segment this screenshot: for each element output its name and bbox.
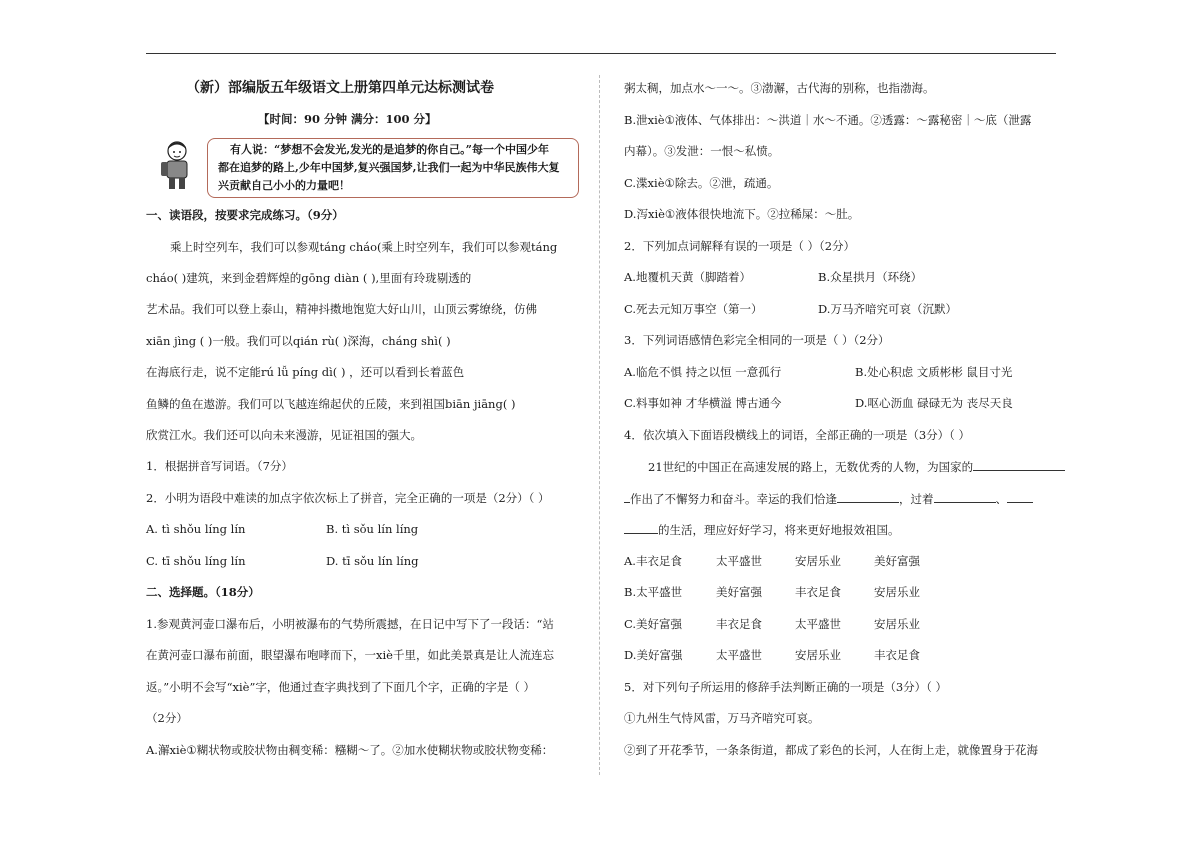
- opt-word: 太平盛世: [795, 617, 841, 631]
- opt-word: A.丰衣足食: [624, 554, 682, 568]
- r-q4-option-b: [624, 584, 920, 600]
- s1-para-line-7: 欣赏江水。我们还可以向未来漫游，见证祖国的强大。: [146, 428, 422, 442]
- r-q2-option-c: C.死去元知万事空（第一）: [624, 302, 763, 316]
- r-q4-para-text-4: 、: [995, 492, 1007, 506]
- r-q2-option-a: A.地覆机天黄（脚踏着）: [624, 270, 751, 284]
- s1-para-line-4: xiān jìng ( )一般。我们可以qián rù( )深海，cháng shì( ): [146, 334, 451, 348]
- opt-word: 丰衣足食: [795, 585, 841, 599]
- s2-q1-line-1: 1.参观黄河壶口瀑布后，小明被瀑布的气势所震撼，在日记中写下了一段话：“站: [146, 617, 554, 631]
- opt-word: 美好富强: [874, 554, 920, 568]
- opt-word: D.美好富强: [624, 648, 683, 662]
- answer-blank[interactable]: [837, 490, 899, 503]
- answer-blank[interactable]: [624, 521, 658, 534]
- opt-word: 丰衣足食: [874, 648, 920, 662]
- r-q5-sentence-2: ②到了开花季节，一条条街道，都成了彩色的长河，人在街上走，就像置身于花海: [624, 743, 1038, 757]
- answer-blank[interactable]: [973, 458, 1065, 471]
- opt-word: 美好富强: [716, 585, 762, 599]
- opt-word: 太平盛世: [716, 648, 762, 662]
- r-q5: 5．对下列句子所运用的修辞手法判断正确的一项是（3分）（ ）: [624, 680, 948, 694]
- callout-line-2: 都在追梦的路上,少年中国梦,复兴强国梦,让我们一起为中华民族伟大复: [218, 161, 560, 174]
- r-q3-option-b: B.处心积虑 文质彬彬 鼠目寸光: [855, 365, 1013, 379]
- answer-blank[interactable]: [1007, 490, 1033, 503]
- s1-para-line-2: cháo( )建筑，来到金碧辉煌的gōng diàn ( ),里面有玲珑剔透的: [146, 271, 472, 285]
- s1-q2-option-c: C. tī shǒu líng lín: [146, 554, 246, 568]
- r-line-3: 内幕）。③发泄：一恨～私愤。: [624, 144, 780, 158]
- opt-word: B.太平盛世: [624, 585, 683, 599]
- opt-word: 安居乐业: [795, 648, 841, 662]
- s1-q1: 1．根据拼音写词语。（7分）: [146, 459, 293, 473]
- r-q2-option-d: D.万马齐喑究可哀（沉默）: [818, 302, 957, 316]
- r-q4-option-a: [624, 553, 920, 569]
- r-line-4: C.渫xiè①除去。②泄，疏通。: [624, 176, 779, 190]
- r-q5-sentence-1: ①九州生气恃风雷，万马齐喑究可哀。: [624, 711, 820, 725]
- r-line-2: B.泄xiè①液体、气体排出：～洪道｜水～不通。②透露：～露秘密｜～底（泄露: [624, 113, 1032, 127]
- s1-para-line-5: 在海底行走，说不定能rú lǚ píng dì( ) ，还可以看到长着蓝色: [146, 365, 465, 379]
- s1-q2-option-a: A. tì shǒu líng lín: [146, 522, 246, 536]
- column-divider: [599, 75, 600, 775]
- s2-q1-line-2: 在黄河壶口瀑布前面，眼望瀑布咆哮而下，一xiè千里，如此美景真是让人流连忘: [146, 648, 554, 662]
- r-q4-option-c: [624, 616, 920, 632]
- r-q4-para-text-5: 的生活，理应好好学习，将来更好地报效祖国。: [658, 523, 900, 537]
- s1-para-line-6: 鱼鳞的鱼在遨游。我们可以飞越连绵起伏的丘陵，来到祖国biān jiāng( ): [146, 397, 516, 411]
- exam-meta: 【时间：90 分钟 满分：100 分】: [258, 112, 437, 126]
- r-q3-option-d: D.呕心沥血 碌碌无为 丧尽天良: [855, 396, 1013, 410]
- top-rule: [146, 53, 1056, 54]
- opt-word: 太平盛世: [716, 554, 762, 568]
- r-q4: 4．依次填入下面语段横线上的词语，全部正确的一项是（3分）（ ）: [624, 428, 971, 442]
- s1-q2-option-d: D. tī sǒu lín líng: [326, 554, 419, 568]
- r-line-5: D.泻xiè①液体很快地流下。②拉稀屎：～肚。: [624, 207, 860, 221]
- r-q2: 2．下列加点词解释有误的一项是（ ）（2分）: [624, 239, 856, 253]
- r-q3-option-c: C.料事如神 才华横溢 博古通今: [624, 396, 782, 410]
- quote-callout: [207, 138, 579, 198]
- s1-para-line-3: 艺术品。我们可以登上泰山，精神抖擞地饱览大好山川，山顶云雾缭绕，仿佛: [146, 302, 537, 316]
- s2-q1-line-4: （2分）: [146, 711, 188, 725]
- answer-blank[interactable]: [934, 490, 996, 503]
- s1-para-line-1: 乘上时空列车，我们可以参观táng cháo(乘上时空列车，我们可以参观táng: [170, 240, 558, 254]
- opt-word: 安居乐业: [795, 554, 841, 568]
- r-line-1: 粥太稠，加点水～一～。③渤澥，古代海的别称，也指渤海。: [624, 81, 935, 95]
- opt-word: 安居乐业: [874, 585, 920, 599]
- s2-q1-option-a: A.澥xiè①糊状物或胶状物由稠变稀：糨糊～了。②加水使糊状物或胶状物变稀：: [146, 743, 554, 757]
- opt-word: 安居乐业: [874, 617, 920, 631]
- page-title: （新）部编版五年级语文上册第四单元达标测试卷: [186, 80, 494, 96]
- section1-heading: 一、读语段，按要求完成练习。（9分）: [146, 208, 344, 222]
- r-q4-para-text-2: 作出了不懈努力和奋斗。幸运的我们恰逢: [630, 492, 837, 506]
- callout-line-3: 兴贡献自己小小的力量吧！: [218, 179, 350, 192]
- r-q3: 3．下列词语感情色彩完全相同的一项是（ ）（2分）: [624, 333, 890, 347]
- opt-word: 丰衣足食: [716, 617, 762, 631]
- s1-q2-option-b: B. tì sǒu lín líng: [326, 522, 419, 536]
- r-q4-para-text-3: ，过着: [899, 492, 934, 506]
- callout-line-1: 有人说：“梦想不会发光,发光的是追梦的你自己。”每一个中国少年: [230, 143, 549, 156]
- opt-word: C.美好富强: [624, 617, 683, 631]
- r-q4-para-line-3: [624, 521, 900, 538]
- r-q3-option-a: A.临危不惧 持之以恒 一意孤行: [624, 365, 782, 379]
- student-illustration: [155, 140, 199, 190]
- r-q2-option-b: B.众星拱月（环绕）: [818, 270, 923, 284]
- r-q4-para-text-1: 21世纪的中国正在高速发展的路上，无数优秀的人物，为国家的: [648, 460, 974, 474]
- r-q4-para-line-2: [624, 490, 1033, 507]
- r-q4-para-line-1: [648, 458, 1065, 475]
- s2-q1-line-3: 返。”小明不会写“xiè”字，他通过查字典找到了下面几个字，正确的字是（ ）: [146, 680, 536, 694]
- s1-q2: 2．小明为语段中难读的加点字依次标上了拼音，完全正确的一项是（2分）（ ）: [146, 491, 550, 505]
- section2-heading: 二、选择题。（18分）: [146, 585, 260, 599]
- r-q4-option-d: [624, 647, 920, 663]
